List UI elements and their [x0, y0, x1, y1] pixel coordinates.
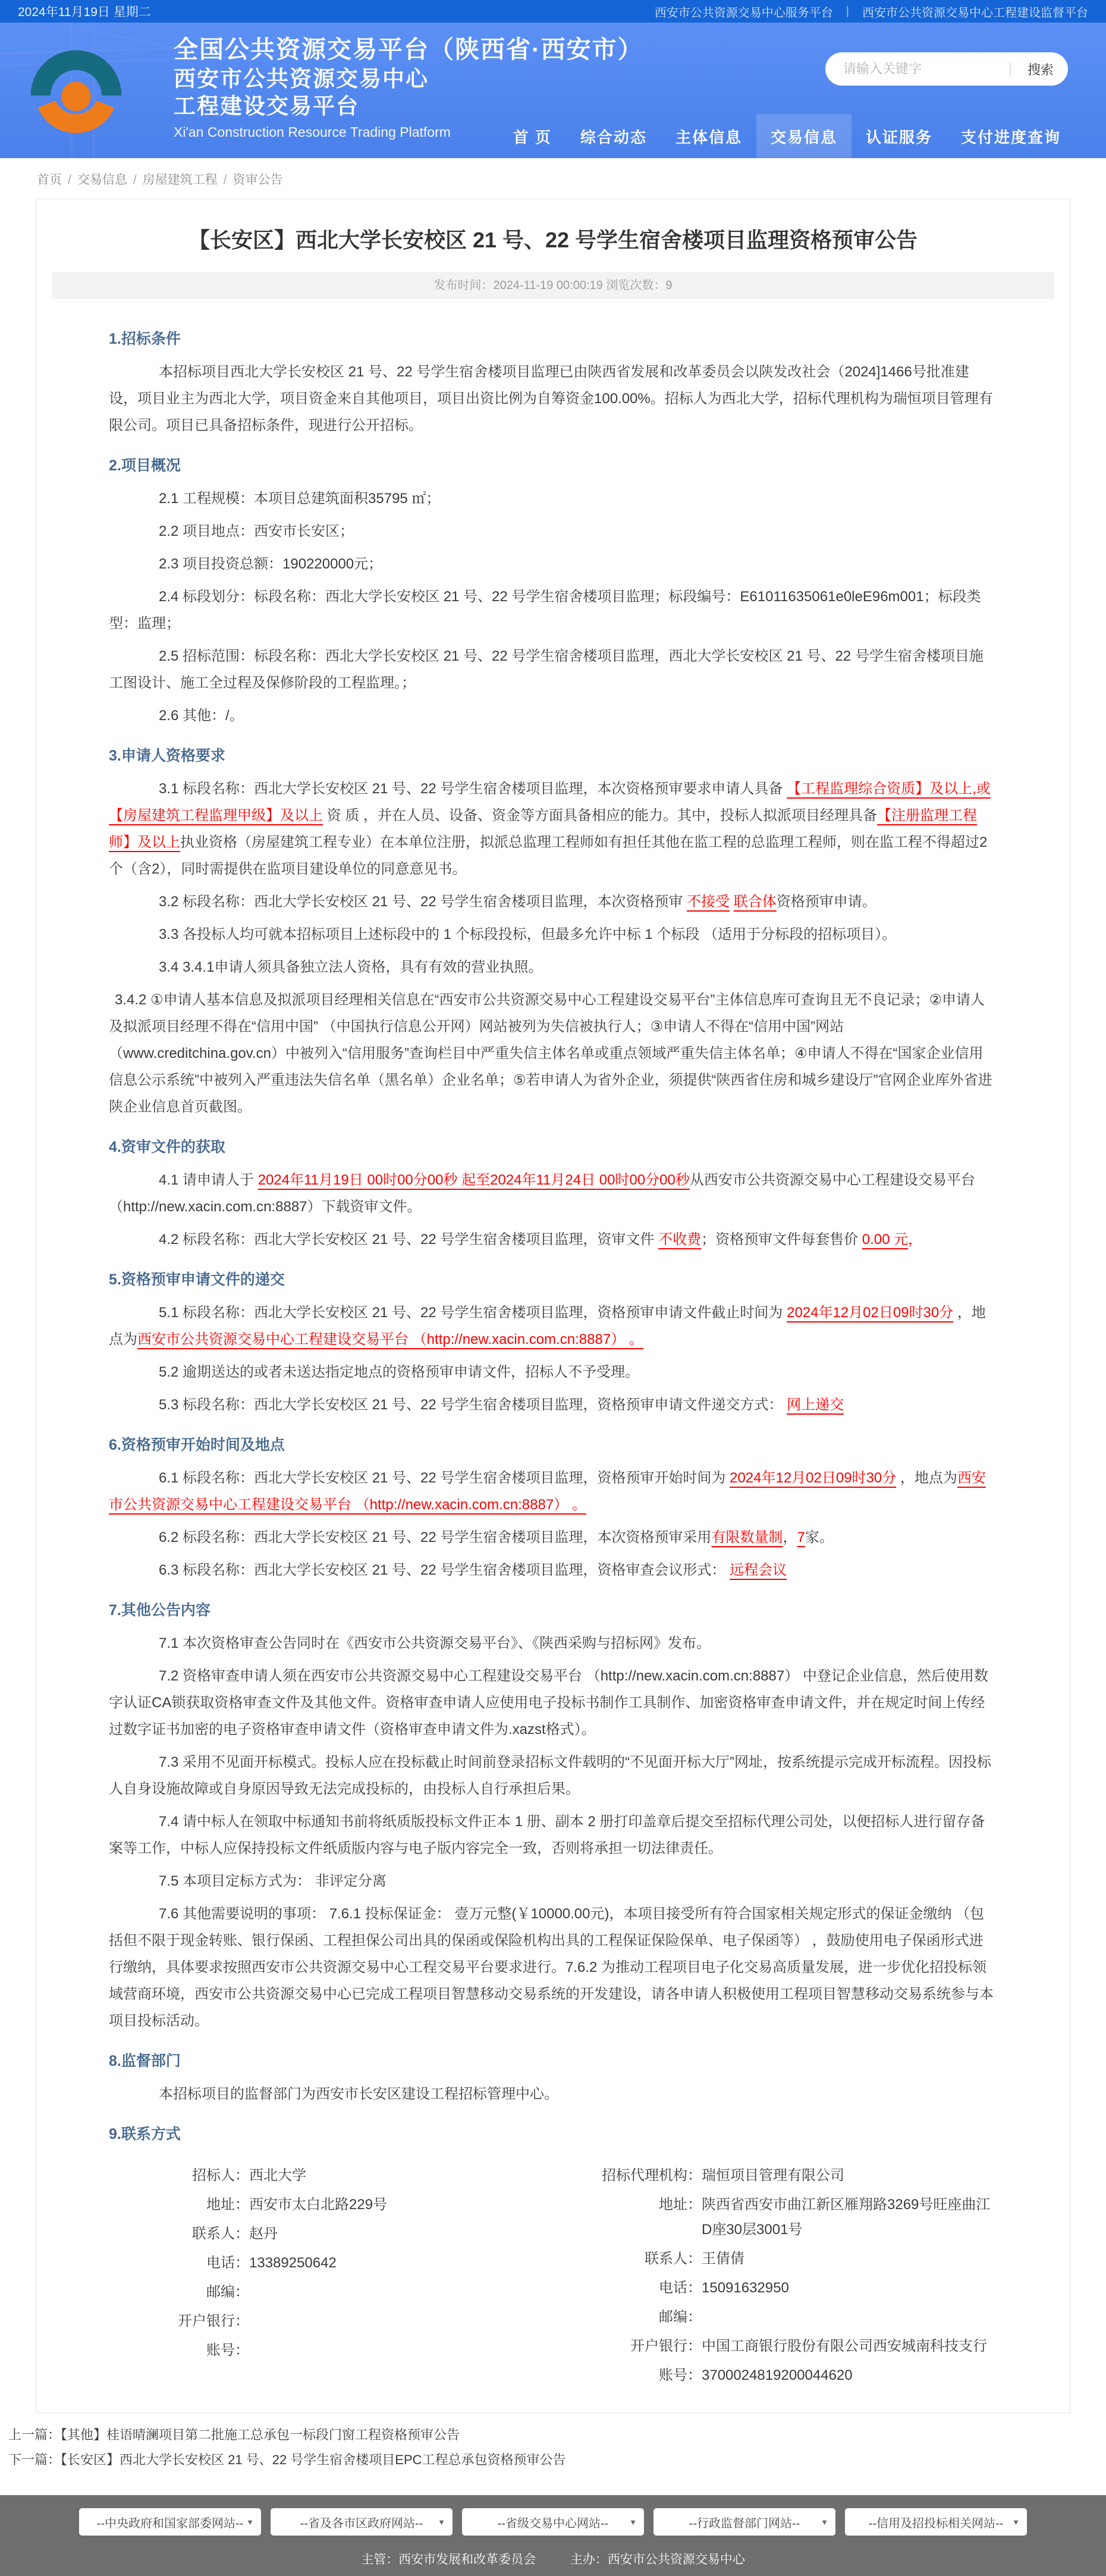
contact-label: 招标人：	[192, 2167, 249, 2184]
footer-credits	[0, 2550, 1106, 2568]
next-article-link[interactable]: 【长安区】西北大学长安校区 21 号、22 号学生宿舍楼项目EPC工程总承包资格预审公告	[61, 2452, 566, 2467]
article-paragraph	[109, 1226, 997, 1253]
article-paragraph	[109, 888, 997, 915]
chevron-down-icon: ▼	[1012, 2517, 1020, 2527]
highlighted-text: 有限数量制	[711, 1529, 783, 1545]
article-paragraph	[109, 921, 997, 948]
article-paragraph	[109, 551, 997, 577]
contact-row	[106, 2251, 553, 2276]
contact-row	[106, 2222, 553, 2247]
body-text: ；资格预审文件每套售价	[701, 1232, 862, 1248]
article-paragraph	[109, 1359, 997, 1386]
contact-info-table	[36, 2157, 1070, 2392]
contact-row	[553, 2276, 1000, 2301]
article-paragraph	[109, 643, 997, 696]
contact-value	[249, 2338, 553, 2363]
article-paragraph	[109, 1167, 997, 1220]
chevron-down-icon: ▼	[438, 2517, 445, 2527]
article-paragraph	[109, 1557, 997, 1584]
body-text: 本招标项目西北大学长安校区 21 号、22 号学生宿舍楼项目监理已由陕西省发展和改革委员会以陕发改社会（2024]1466号批准建设，项目业主为西北大学，项目资金来自其他项目，项目出资比例为自筹资金100.00%。招标人为西北大学，招标代理机构为瑞恒项目管理有限公司。项目已具备招标条件，现进行公开招标。	[109, 364, 993, 433]
search-divider: |	[1008, 61, 1012, 77]
prev-article-label: 上一篇：	[8, 2427, 61, 2442]
topbar-link-service-platform[interactable]: 西安市公共资源交易中心服务平台	[654, 6, 833, 20]
contact-label: 邮编：	[659, 2309, 702, 2325]
article-paragraph	[109, 583, 997, 637]
body-text: 7.6 其他需要说明的事项： 7.6.1 投标保证金： 壹万元整(￥10000.00元)，本项目接受所有符合国家相关规定形式的保证金缴纳 （包括但不限于现金转账、银行保函、工程担保公司出具的保函或保险机构出具的工程保证保险保单、电子保函等） ，鼓励使用电子保函形式进行缴纳，具体要求按照西安市公共资源交易中心工程交易平台要求进行。7.6.2 为推动工程项目电子化交易高质量发展，进一步优化招投标领域营商环境，西安市公共资源交易中心已完成工程项目智慧移动交易系统的开发建设，请各申请人积极使用工程项目智慧移动交易系统参与本项目投标活动。	[109, 1906, 994, 2029]
chevron-down-icon: ▼	[629, 2517, 637, 2527]
body-text: 3.4 3.4.1申请人须具备独立法人资格，具有有效的营业执照。	[159, 959, 543, 975]
highlighted-text: 远程会议	[730, 1562, 787, 1578]
footer-organizer: 主办：西安市公共资源交易中心	[570, 2553, 745, 2566]
contact-label: 开户银行：	[178, 2313, 249, 2329]
contact-value: 中国工商银行股份有限公司西安城南科技支行	[702, 2338, 987, 2354]
contact-row	[106, 2192, 553, 2217]
contact-row	[106, 2280, 553, 2305]
nav-item[interactable]: 支付进度查询	[960, 128, 1061, 146]
agency-contact-column	[553, 2163, 1000, 2392]
contact-value: 陕西省西安市曲江新区雁翔路3269号旺座曲江D座30层3001号	[702, 2197, 991, 2238]
article-paragraph	[109, 702, 997, 729]
site-footer	[0, 2495, 1106, 2576]
contact-value: 西安市太白北路229号	[249, 2197, 388, 2213]
body-text: 6.3 标段名称：西北大学长安校区 21 号、22 号学生宿舍楼项目监理，资格审查会议形式：	[159, 1562, 730, 1578]
search-bar	[825, 52, 1068, 86]
article-meta: 发布时间：2024-11-19 00:00:19 浏览次数：9	[52, 272, 1054, 299]
section-heading: 6.资格预审开始时间及地点	[109, 1437, 285, 1453]
body-text: 执业资格（房屋建筑工程专业）在本单位注册，拟派总监理工程师如有担任其他在监工程的总监理工程师，则在监工程不得超过2个（含2），同时需提供在监项目建设单位的同意意见书。	[109, 834, 988, 877]
article-paragraph	[109, 1749, 997, 1802]
highlighted-text: 西安市公共资源交易中心工程建设交易平台 （http://new.xacin.com.cn:8887） 。	[137, 1331, 643, 1347]
article-paragraph	[109, 2081, 997, 2107]
article-paragraph	[109, 518, 997, 545]
contact-row	[553, 2334, 1000, 2359]
site-title-national: 全国公共资源交易平台（陕西省·西安市）	[174, 36, 643, 63]
topbar-link-supervision-platform[interactable]: 西安市公共资源交易中心工程建设监督平台	[862, 6, 1088, 20]
breadcrumb-separator: /	[223, 173, 227, 187]
contact-label: 电话：	[659, 2280, 702, 2296]
highlighted-text: 7	[797, 1529, 805, 1545]
body-text: 2.1 工程规模：本项目总建筑面积35795 ㎡；	[159, 491, 441, 507]
body-text: 7.3 采用不见面开标模式。投标人应在投标截止时间前登录招标文件载明的“不见面开标大厅”网址，按系统提示完成开标流程。因投标人自身设施故障或自身原因导致无法完成投标的，由投标人自行承担后果。	[109, 1754, 992, 1797]
article-paragraph	[109, 987, 997, 1120]
footer-supervisor: 主管：西安市发展和改革委员会	[361, 2553, 536, 2566]
contact-value: 13389250642	[249, 2255, 337, 2271]
nav-item[interactable]: 综合动态	[580, 128, 647, 146]
site-title-english: Xi'an Construction Resource Trading Platform	[174, 124, 451, 140]
contact-row	[553, 2192, 1000, 2242]
body-text: 3.4.2 ①申请人基本信息及拟派项目经理相关信息在“西安市公共资源交易中心工程建设交易平台”主体信息库可查询且无不良记录；②申请人及拟派项目经理不得在“信用中国” （中国执行信息公开网）网站被列为失信被执行人；③申请人不得在“信用中国”网站（www.creditchina.gov.cn）中被列入“信用服务”查询栏目中严重失信主体名单或重点领域严重失信主体名单；④申请人不得在“国家企业信用信息公示系统”中被列入严重违法失信名单（黑名单）企业名单；⑤若申请人为省外企业，须提供“陕西省住房和城乡建设厅”官网企业库外省进陕企业信息首页截图。	[109, 992, 992, 1115]
body-text: 5.2 逾期送达的或者未送达指定地点的资格预审申请文件，招标人不予受理。	[159, 1364, 640, 1380]
footer-site-select[interactable]	[271, 2508, 453, 2536]
body-text: 2.5 招标范围：标段名称：西北大学长安校区 21 号、22 号学生宿舍楼项目监理，西北大学长安校区 21 号、22 号学生宿舍楼项目施工图设计、施工全过程及保修阶段的工程监理。；	[109, 648, 984, 691]
footer-select-label: --信用及招投标相关网站--	[868, 2517, 1004, 2530]
breadcrumb-item[interactable]: 首页	[37, 173, 62, 187]
breadcrumb-separator: /	[68, 173, 71, 187]
body-text: 2.6 其他：/。	[159, 708, 244, 724]
section-heading: 5.资格预审申请文件的递交	[109, 1271, 285, 1288]
highlighted-text: 【工程监理综合资质】及以上,或【房屋建筑工程监理甲级】及以上	[109, 781, 991, 824]
body-text: 2.2 项目地点：西安市长安区；	[159, 523, 354, 539]
contact-label: 联系人：	[645, 2251, 702, 2267]
section-heading: 8.监督部门	[109, 2053, 181, 2069]
body-text: 5.1 标段名称：西北大学长安校区 21 号、22 号学生宿舍楼项目监理，资格预审申请文件截止时间为	[159, 1305, 787, 1321]
contact-row	[106, 2163, 553, 2188]
section-heading: 3.申请人资格要求	[109, 747, 225, 764]
main-nav	[499, 114, 1075, 158]
body-text: 资格预审申请。	[776, 894, 876, 910]
contact-value: 3700024819200044620	[702, 2367, 853, 2383]
body-text	[730, 894, 734, 910]
article-paragraph	[109, 1868, 997, 1895]
prev-article-link[interactable]: 【其他】桂语晴澜项目第二批施工总承包一标段门窗工程资格预审公告	[61, 2427, 460, 2442]
contact-row	[106, 2338, 553, 2363]
body-text: 7.2 资格审查申请人须在西安市公共资源交易中心工程建设交易平台 （http://new.xacin.com.cn:8887） 中登记企业信息，然后使用数字认证CA锁获取资格审查文件及其他文件。资格审查申请人应使用电子投标书制作工具制作、加密资格审查申请文件，并在规定时间上传经过数字证书加密的电子资格审查申请文件（资格审查申请文件为.xazst格式）。	[109, 1668, 988, 1738]
article-paragraph	[109, 485, 997, 512]
body-text: 3.2 标段名称：西北大学长安校区 21 号、22 号学生宿舍楼项目监理，本次资格预审	[159, 894, 687, 910]
body-text: ，	[783, 1529, 797, 1545]
contact-value: 赵丹	[249, 2226, 278, 2242]
platform-logo	[29, 40, 124, 139]
site-title-platform: 工程建设交易平台	[174, 94, 359, 118]
topbar	[0, 0, 1106, 23]
section-heading: 4.资审文件的获取	[109, 1139, 225, 1155]
contact-value: 王倩倩	[702, 2251, 744, 2267]
contact-value	[249, 2309, 553, 2334]
body-text: 3.1 标段名称：西北大学长安校区 21 号、22 号学生宿舍楼项目监理，本次资格预审要求申请人具备	[159, 781, 787, 797]
article-paragraph	[109, 1465, 997, 1518]
topbar-date: 2024年11月19日 星期二	[18, 5, 151, 19]
article-paragraph	[109, 954, 997, 981]
section-heading: 2.项目概况	[109, 457, 181, 474]
nav-item[interactable]: 认证服务	[865, 128, 932, 146]
contact-row	[553, 2163, 1000, 2188]
body-text: 4.1 请申请人于	[159, 1172, 258, 1188]
highlighted-text: 2024年12月02日09时30分	[787, 1305, 954, 1321]
highlighted-text: ，	[908, 1232, 923, 1248]
body-text: 6.2 标段名称：西北大学长安校区 21 号、22 号学生宿舍楼项目监理，本次资格预审采用	[159, 1529, 712, 1545]
topbar-separator: |	[846, 4, 849, 18]
article-paragraph	[109, 1663, 997, 1743]
next-article-label: 下一篇：	[8, 2452, 61, 2467]
article-paragraph	[109, 1524, 997, 1551]
search-button[interactable]: 搜索	[1022, 60, 1060, 78]
body-text: 5.3 标段名称：西北大学长安校区 21 号、22 号学生宿舍楼项目监理，资格预审申请文件递交方式：	[159, 1397, 787, 1413]
highlighted-text: 不收费	[658, 1232, 702, 1248]
contact-row	[553, 2305, 1000, 2330]
tenderer-contact-column	[106, 2163, 553, 2392]
nav-item-active[interactable]: 交易信息	[756, 114, 852, 158]
body-text: 7.1 本次资格审查公告同时在《西安市公共资源交易平台》、《陕西采购与招标网》发布。	[159, 1635, 711, 1651]
article-paragraph	[109, 1630, 997, 1657]
contact-value: 15091632950	[702, 2280, 789, 2296]
highlighted-text: 2024年12月02日09时30分	[730, 1470, 897, 1486]
nav-item[interactable]: 主体信息	[675, 128, 742, 146]
contact-label: 账号：	[206, 2342, 249, 2358]
footer-select-label: --省级交易中心网站--	[497, 2517, 609, 2530]
highlighted-text: 0.00 元	[862, 1232, 909, 1248]
body-text: 家。	[805, 1529, 834, 1545]
contact-row	[553, 2363, 1000, 2388]
footer-select-label: --行政监督部门网站--	[689, 2517, 800, 2530]
contact-label: 联系人：	[192, 2226, 249, 2242]
contact-row	[106, 2309, 553, 2334]
body-text: 2.4 标段划分：标段名称：西北大学长安校区 21 号、22 号学生宿舍楼项目监理；标段编号：E61011635061e0leE96m001；标段类型：监理；	[109, 589, 981, 632]
body-text: 2.3 项目投资总额：190220000元；	[159, 556, 383, 572]
article-paragraph	[109, 1808, 997, 1862]
announcement-body	[36, 299, 1070, 2157]
announcement-card	[36, 199, 1070, 2413]
body-text: ，地点为	[896, 1470, 957, 1486]
breadcrumb-item[interactable]: 交易信息	[77, 173, 127, 187]
friendly-links-selects	[0, 2508, 1106, 2536]
body-text: 从西安市公共资源交易中心工程建设交易平台（http://new.xacin.com.cn:8887）下载资审文件。	[109, 1172, 975, 1215]
contact-value: 瑞恒项目管理有限公司	[702, 2167, 844, 2184]
site-header	[0, 23, 1106, 158]
contact-row	[553, 2247, 1000, 2272]
contact-value: 西北大学	[249, 2167, 306, 2184]
contact-label: 账号：	[659, 2367, 702, 2383]
section-heading: 9.联系方式	[109, 2126, 181, 2143]
footer-select-label: --中央政府和国家部委网站--	[96, 2517, 244, 2530]
footer-site-select[interactable]	[653, 2508, 835, 2536]
contact-label: 地址：	[659, 2197, 702, 2213]
highlighted-text: 联合体	[733, 894, 777, 910]
body-text: 资 质 ，并在人员、设备、资金等方面具备相应的能力。其中，投标人拟派项目经理具备	[323, 808, 878, 824]
article-paragraph	[109, 775, 997, 882]
page-title: 【长安区】西北大学长安校区 21 号、22 号学生宿舍楼项目监理资格预审公告	[188, 228, 918, 252]
body-text: 3.3 各投标人均可就本招标项目上述标段中的 1 个标段投标，但最多允许中标 1 个标段 （适用于分标段的招标项目）。	[159, 926, 897, 943]
next-article-row	[8, 2448, 1098, 2473]
breadcrumb-item[interactable]: 房屋建筑工程	[142, 173, 218, 187]
contact-label: 开户银行：	[630, 2338, 702, 2354]
body-text: 7.4 请中标人在领取中标通知书前将纸质版投标文件正本 1 册、副本 2 册打印盖章后提交至招标代理公司处，以便招标人进行留存备案等工作，中标人应保持投标文件纸质版内容与电子版内容完全一致，否则将承担一切法律责任。	[109, 1814, 985, 1856]
body-text: 4.2 标段名称：西北大学长安校区 21 号、22 号学生宿舍楼项目监理，资审文件	[159, 1232, 659, 1248]
chevron-down-icon: ▼	[246, 2517, 254, 2527]
contact-label: 电话：	[206, 2255, 249, 2271]
body-text: 6.1 标段名称：西北大学长安校区 21 号、22 号学生宿舍楼项目监理，资格预审开始时间为	[159, 1470, 730, 1486]
contact-value	[249, 2280, 553, 2305]
breadcrumb	[0, 158, 1106, 196]
site-title-center: 西安市公共资源交易中心	[174, 67, 429, 91]
body-text: ，地点为	[109, 1305, 986, 1347]
footer-site-select[interactable]	[79, 2508, 261, 2536]
article-paragraph	[109, 1391, 997, 1418]
breadcrumb-separator: /	[133, 173, 137, 187]
article-paragraph	[109, 1299, 997, 1353]
article-paragraph	[109, 359, 997, 439]
article-paragraph	[109, 1900, 997, 2034]
contact-label: 招标代理机构：	[602, 2167, 702, 2184]
article-pager	[0, 2413, 1106, 2478]
contact-value	[702, 2305, 1000, 2330]
body-text: 7.5 本项目定标方式为： 非评定分离	[159, 1873, 387, 1889]
highlighted-text: 2024年11月19日 00时00分00秒 起至2024年11月24日 00时00分00秒	[257, 1172, 690, 1188]
highlighted-text: 【注册监理工程师】及以上	[109, 808, 978, 850]
section-heading: 1.招标条件	[109, 331, 181, 347]
footer-site-select[interactable]	[845, 2508, 1027, 2536]
chevron-down-icon: ▼	[821, 2517, 828, 2527]
highlighted-text: 网上递交	[787, 1397, 844, 1413]
search-input[interactable]	[842, 61, 1004, 77]
nav-item[interactable]: 首 页	[513, 128, 552, 146]
body-text: 本招标项目的监督部门为西安市长安区建设工程招标管理中心。	[159, 2086, 558, 2102]
contact-label: 邮编：	[206, 2284, 249, 2300]
highlighted-text: 不接受	[687, 894, 730, 910]
breadcrumb-item[interactable]: 资审公告	[232, 173, 283, 187]
footer-site-select[interactable]	[462, 2508, 644, 2536]
highlighted-text: 西安市公共资源交易中心工程建设交易平台 （http://new.xacin.com.cn:8887） 。	[109, 1470, 986, 1513]
contact-label: 地址：	[206, 2197, 249, 2213]
prev-article-row	[8, 2423, 1098, 2448]
footer-select-label: --省及各市区政府网站--	[300, 2517, 423, 2530]
section-heading: 7.其他公告内容	[109, 1602, 210, 1619]
